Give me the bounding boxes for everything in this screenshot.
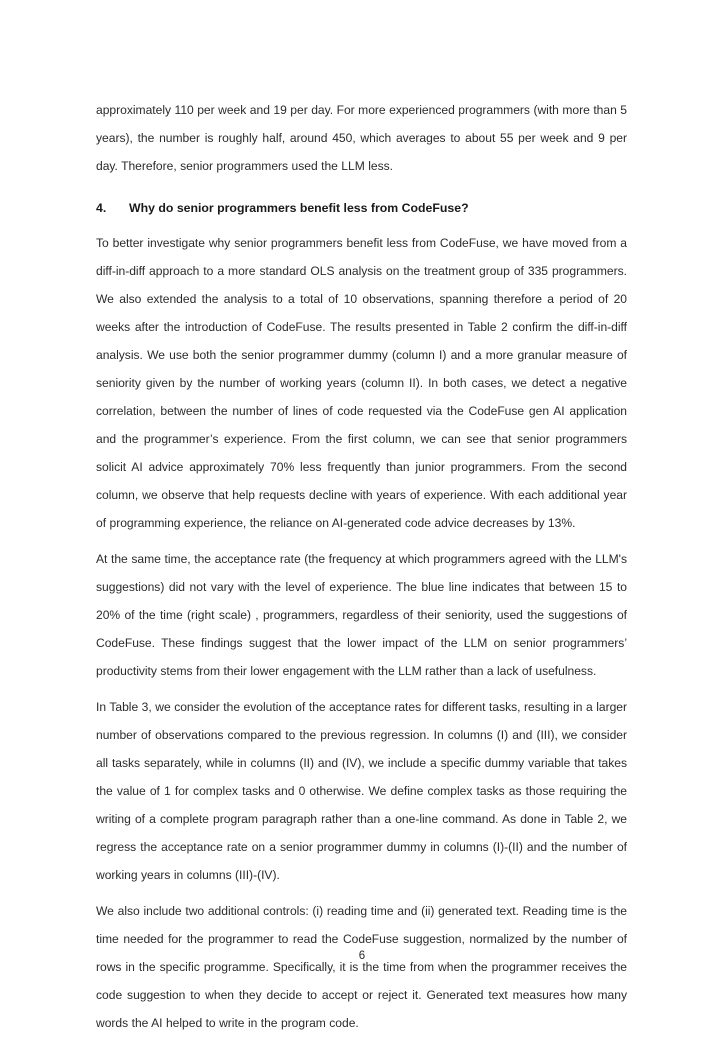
section-heading-4 (96, 198, 627, 218)
section-number: 4. (96, 201, 107, 215)
paragraph-ols-analysis: To better investigate why senior programmers benefit less from CodeFuse, we have moved from a diff-in-diff approach to a more standard OLS analysis on the treatment group of 335 programmers. We also extended the analysis to a total of 10 observations, spanning therefore a period of 20 weeks after the introduction of CodeFuse. The results presented in Table 2 confirm the diff-in-diff analysis. We use both the senior programmer dummy (column I) and a more granular measure of seniority given by the number of working years (column II). In both cases, we detect a negative correlation, between the number of lines of code requested via the CodeFuse gen AI application and the programmer’s experience. From the first column, we can see that senior programmers solicit AI advice approximately 70% less frequently than junior programmers. From the second column, we observe that help requests decline with years of experience. With each additional year of programming experience, the reliance on AI-generated code advice decreases by 13%. (96, 236, 627, 530)
page-content-column (96, 96, 627, 1037)
paragraph-table-3: In Table 3, we consider the evolution of the acceptance rates for different tasks, resulting in a larger number of observations compared to the previous regression. In columns (I) and (III), we consider all tasks separately, while in columns (II) and (IV), we include a specific dummy variable that takes the value of 1 for complex tasks and 0 otherwise. We define complex tasks as those requiring the writing of a complete program paragraph rather than a one-line command. As done in Table 2, we regress the acceptance rate on a senior programmer dummy in columns (I)-(II) and the number of working years in columns (III)-(IV). (96, 700, 627, 882)
paragraph-additional-controls: We also include two additional controls: (i) reading time and (ii) generated text. Reading time is the time needed for the programmer to read the CodeFuse suggestion, normalized by the number of rows in the specific programme. Specifically, it is the time from when the programmer receives the code suggestion to when they decide to accept or reject it. Generated text measures how many words the AI helped to write in the program code. (96, 904, 627, 1030)
paragraph-continuation: approximately 110 per week and 19 per day. For more experienced programmers (with more than 5 years), the number is roughly half, around 450, which averages to about 55 per week and 9 per day. Therefore, senior programmers used the LLM less. (96, 103, 627, 173)
section-title: Why do senior programmers benefit less from CodeFuse? (129, 201, 469, 215)
page-number: 6 (358, 950, 366, 962)
paragraph-acceptance-rate: At the same time, the acceptance rate (the frequency at which programmers agreed with the LLM's suggestions) did not vary with the level of experience. The blue line indicates that between 15 to 20% of the time (right scale) , programmers, regardless of their seniority, used the suggestions of CodeFuse. These findings suggest that the lower impact of the LLM on senior programmers’ productivity stems from their lower engagement with the LLM rather than a lack of usefulness. (96, 552, 627, 678)
